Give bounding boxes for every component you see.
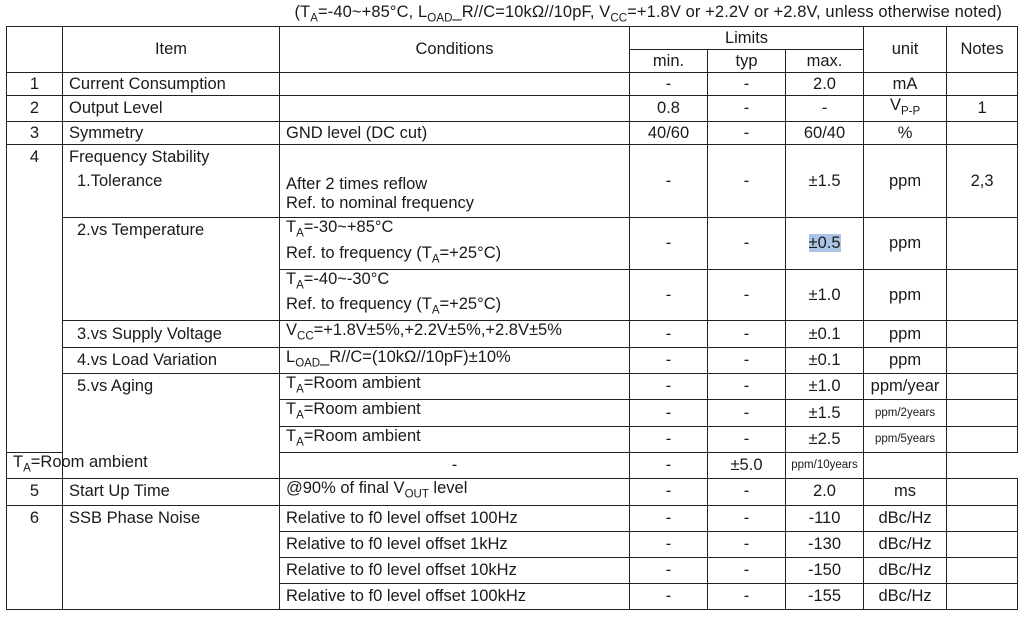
row-max: 60/40 xyxy=(786,122,864,145)
row-min: 0.8 xyxy=(630,96,708,122)
row-typ: - xyxy=(708,479,786,505)
row-max: 2.0 xyxy=(786,73,864,96)
row-item xyxy=(63,145,280,218)
row-condition: @90% of final $V_{OUT}$ level xyxy=(280,479,630,505)
table-row xyxy=(7,218,1018,270)
row-min: - xyxy=(630,218,708,270)
row-min: - xyxy=(630,557,708,583)
row-min: - xyxy=(630,400,708,426)
row-notes: 2,3 xyxy=(947,145,1018,218)
row-notes xyxy=(947,321,1018,347)
row-min: - xyxy=(630,73,708,96)
row-typ: - xyxy=(630,452,708,478)
row-condition: $T_A=Room$ ambient xyxy=(280,400,630,426)
table-row xyxy=(7,96,1018,122)
table-row xyxy=(7,505,1018,531)
row-typ: - xyxy=(708,96,786,122)
row-notes xyxy=(947,400,1018,426)
col-notes-header: Notes xyxy=(947,27,1018,73)
col-unit-header: unit xyxy=(864,27,947,73)
row-typ: - xyxy=(708,400,786,426)
row-max xyxy=(786,218,864,270)
row-unit: dBc/Hz xyxy=(864,505,947,531)
row-typ: - xyxy=(708,347,786,373)
col-item-header: Item xyxy=(63,27,280,73)
row-condition: GND level (DC cut) xyxy=(280,122,630,145)
row-item: 4.vs Load Variation xyxy=(63,347,280,373)
row-max: ±1.5 xyxy=(786,400,864,426)
row-number: 2 xyxy=(7,96,63,122)
row-unit: ppm/2years xyxy=(864,400,947,426)
row-condition: After 2 times reflow Ref. to nominal frequency xyxy=(280,145,630,218)
row-unit: ppm xyxy=(864,347,947,373)
row-condition: $T_A=-40\sim-30^\circ C$ Ref. to frequency $(T_A=+25^\circ C)$ xyxy=(280,269,630,321)
row-max: ±0.1 xyxy=(786,321,864,347)
row-max: - xyxy=(786,96,864,122)
row-condition: $T_A=-30\sim+85^\circ C$ Ref. to frequency $(T_A=+25^\circ C)$ xyxy=(280,218,630,270)
row-min: - xyxy=(630,479,708,505)
row-unit: % xyxy=(864,122,947,145)
table-row xyxy=(7,347,1018,373)
row-min: - xyxy=(630,583,708,609)
row-item: 2.vs Temperature xyxy=(63,218,280,321)
row-unit: ppm/10years xyxy=(786,452,864,478)
row-notes xyxy=(947,583,1018,609)
row-condition xyxy=(280,96,630,122)
row-notes xyxy=(947,557,1018,583)
row-item: 3.vs Supply Voltage xyxy=(63,321,280,347)
header-row-1 xyxy=(7,27,1018,50)
row-item: Start Up Time xyxy=(63,479,280,505)
row-notes: 1 xyxy=(947,96,1018,122)
row-typ: - xyxy=(708,218,786,270)
row-typ: - xyxy=(708,557,786,583)
row-min: - xyxy=(630,145,708,218)
row-unit: dBc/Hz xyxy=(864,531,947,557)
row-condition: Relative to f0 level offset 100Hz xyxy=(280,505,630,531)
row-number: 4 xyxy=(7,145,63,453)
row-notes xyxy=(947,122,1018,145)
row-typ: - xyxy=(708,122,786,145)
table-row xyxy=(7,73,1018,96)
row-notes xyxy=(947,374,1018,400)
spec-table xyxy=(6,26,1018,610)
row-min: - xyxy=(630,347,708,373)
row-typ: - xyxy=(708,374,786,400)
tolerance-label: 1.Tolerance xyxy=(77,172,163,191)
row-condition: $L_{OAD}\_R//C=(10k\Omega//10pF)\pm 10\%$ xyxy=(280,347,630,373)
col-conditions-header: Conditions xyxy=(280,27,630,73)
row-min: 40/60 xyxy=(630,122,708,145)
row-unit: ms xyxy=(864,479,947,505)
row-max: ±2.5 xyxy=(786,426,864,452)
row-min: - xyxy=(630,321,708,347)
row-unit: mA xyxy=(864,73,947,96)
row-item: 5.vs Aging xyxy=(63,374,280,479)
frequency-stability-label: Frequency Stability xyxy=(69,148,210,167)
table-row xyxy=(7,479,1018,505)
row-notes xyxy=(947,505,1018,531)
row-min: - xyxy=(630,269,708,321)
test-conditions-note: ($T_A=-40\sim+85^\circ C$, $L_{OAD}\_R//C=10k\Omega//10pF$, $V_{CC}=+1.8V$ or +2.2V or +2.8V, unless otherwise noted) xyxy=(294,3,1002,25)
row-notes xyxy=(947,218,1018,270)
row-min: - xyxy=(630,505,708,531)
row-notes xyxy=(864,452,947,478)
row-typ: - xyxy=(708,321,786,347)
row-condition: $V_{CC}=+1.8V\pm 5\%,+2.2V\pm 5\%,+2.8V\pm 5\%$ xyxy=(280,321,630,347)
row-condition: Relative to f0 level offset 100kHz xyxy=(280,583,630,609)
row-min: - xyxy=(630,374,708,400)
row-unit: dBc/Hz xyxy=(864,557,947,583)
row-unit: $V_{P-P}$ xyxy=(864,96,947,122)
row-unit: ppm xyxy=(864,145,947,218)
row-unit: ppm xyxy=(864,269,947,321)
row-notes xyxy=(947,426,1018,452)
row-condition: $T_A=Room$ ambient xyxy=(280,374,630,400)
row-condition: $T_A=Room$ ambient xyxy=(7,452,63,478)
row-typ: - xyxy=(708,145,786,218)
row-max: -150 xyxy=(786,557,864,583)
row-min: - xyxy=(280,452,630,478)
col-min-header: min. xyxy=(630,50,708,73)
table-row xyxy=(7,374,1018,400)
row-typ: - xyxy=(708,531,786,557)
row-unit: ppm/year xyxy=(864,374,947,400)
row-unit: dBc/Hz xyxy=(864,583,947,609)
row-unit: ppm xyxy=(864,218,947,270)
row-number: 6 xyxy=(7,505,63,609)
row-min: - xyxy=(630,531,708,557)
row-item: SSB Phase Noise xyxy=(63,505,280,609)
row-typ: - xyxy=(708,426,786,452)
row-max: ±1.0 xyxy=(786,269,864,321)
row-max: 2.0 xyxy=(786,479,864,505)
row-typ: - xyxy=(708,583,786,609)
row-number: 3 xyxy=(7,122,63,145)
row-max: ±1.5 xyxy=(786,145,864,218)
row-typ: - xyxy=(708,505,786,531)
row-notes xyxy=(947,73,1018,96)
row-unit: ppm xyxy=(864,321,947,347)
row-max: ±1.0 xyxy=(786,374,864,400)
row-item: Symmetry xyxy=(63,122,280,145)
row-notes xyxy=(947,531,1018,557)
row-condition xyxy=(280,73,630,96)
row-condition: Relative to f0 level offset 1kHz xyxy=(280,531,630,557)
row-max: ±0.1 xyxy=(786,347,864,373)
row-unit: ppm/5years xyxy=(864,426,947,452)
col-typ-header: typ xyxy=(708,50,786,73)
table-row xyxy=(7,321,1018,347)
table-row xyxy=(7,122,1018,145)
col-number-header xyxy=(7,27,63,73)
col-max-header: max. xyxy=(786,50,864,73)
col-limits-header: Limits xyxy=(630,27,864,50)
row-condition: Relative to f0 level offset 10kHz xyxy=(280,557,630,583)
row-number: 1 xyxy=(7,73,63,96)
row-notes xyxy=(947,479,1018,505)
row-condition: $T_A=Room$ ambient xyxy=(280,426,630,452)
row-typ: - xyxy=(708,269,786,321)
selected-text-highlight[interactable]: ±0.5 xyxy=(808,234,841,253)
row-max: -130 xyxy=(786,531,864,557)
table-row xyxy=(7,145,1018,218)
row-max: ±5.0 xyxy=(708,452,786,478)
row-typ: - xyxy=(708,73,786,96)
row-notes xyxy=(947,347,1018,373)
row-min: - xyxy=(630,426,708,452)
row-max: -155 xyxy=(786,583,864,609)
row-max: -110 xyxy=(786,505,864,531)
row-item: Output Level xyxy=(63,96,280,122)
row-notes xyxy=(947,269,1018,321)
row-item: Current Consumption xyxy=(63,73,280,96)
row-number: 5 xyxy=(7,479,63,505)
